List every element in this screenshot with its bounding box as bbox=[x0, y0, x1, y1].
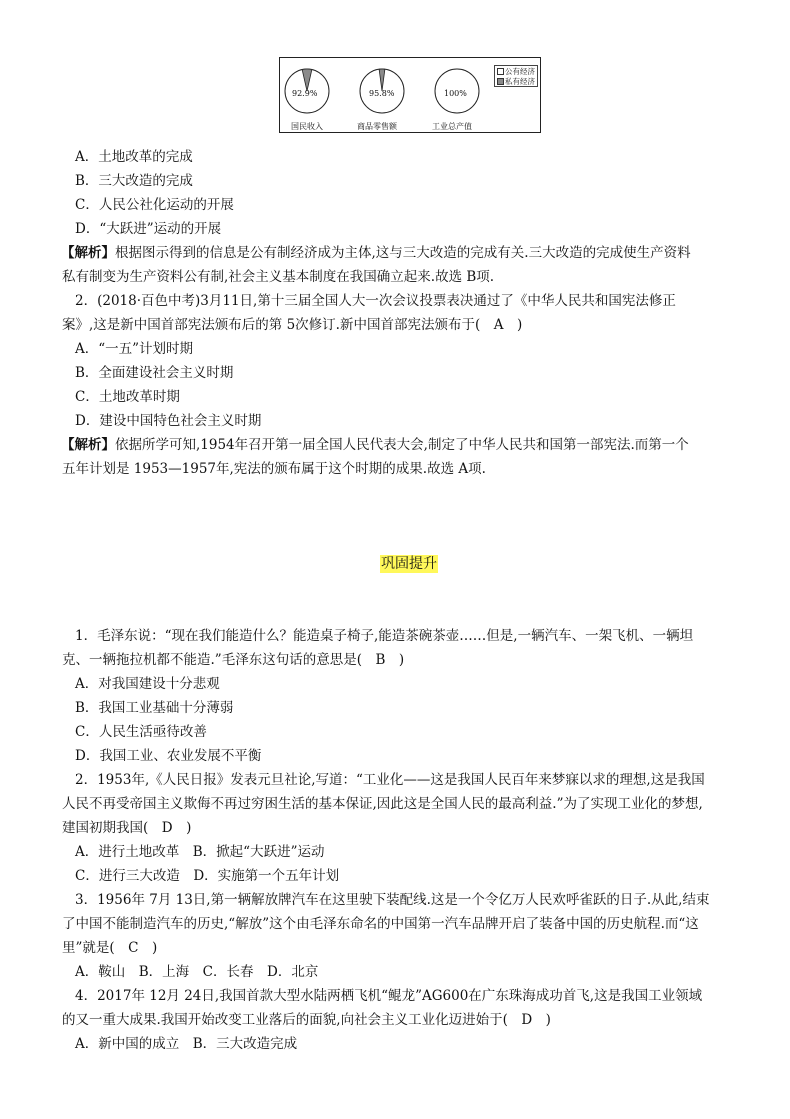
p2-stem-line-3: 建国初期我国( D ) bbox=[62, 820, 192, 836]
legend-label-private: 私有经济 bbox=[505, 76, 535, 86]
q1-option-b: B．三大改造的完成 bbox=[75, 173, 193, 189]
legend-item-public bbox=[495, 66, 537, 76]
q1-option-d: D．“大跃进”运动的开展 bbox=[75, 221, 222, 237]
p4-options-line-1: A．新中国的成立 B．三大改造完成 bbox=[75, 1036, 298, 1052]
section-heading: 巩固提升 bbox=[381, 556, 437, 572]
p3-stem-line-1: 3．1956年 7月 13日,第一辆解放牌汽车在这里驶下装配线.这是一个令亿万人民欢呼雀跃的日子.从此,结束 bbox=[75, 892, 710, 908]
pie-label-2: 商品零售额 bbox=[357, 122, 397, 131]
q1-analysis-line-2: 私有制变为生产资料公有制,社会主义基本制度在我国确立起来.故选 B项. bbox=[62, 269, 495, 285]
pie-value-3: 100% bbox=[444, 89, 467, 98]
legend-swatch-public bbox=[497, 68, 504, 75]
pie-value-1: 92.9% bbox=[292, 89, 318, 98]
legend-label-public: 公有经济 bbox=[505, 66, 535, 76]
q2-analysis-line-1 bbox=[61, 436, 689, 454]
pie-label-1: 国民收入 bbox=[291, 122, 323, 131]
p1-stem-line-1: 1．毛泽东说：“现在我们能造什么？能造桌子椅子,能造茶碗茶壶……但是,一辆汽车、一架飞机、一辆坦 bbox=[75, 628, 694, 644]
q2-analysis-line-2: 五年计划是 1953—1957年,宪法的颁布属于这个时期的成果.故选 A项. bbox=[62, 461, 486, 477]
p4-stem-line-1: 4．2017年 12月 24日,我国首款大型水陆两栖飞机“鲲龙”AG600在广东珠海成功首飞,这是我国工业领域 bbox=[75, 988, 703, 1004]
pie-label-3: 工业总产值 bbox=[432, 122, 472, 131]
p2-options-line-1: A．进行土地改革 B．掀起“大跃进”运动 bbox=[75, 844, 325, 860]
p4-stem-line-2: 的又一重大成果.我国开始改变工业落后的面貌,向社会主义工业化迈进始于( D ) bbox=[62, 1012, 551, 1028]
p2-stem-line-2: 人民不再受帝国主义欺侮不再过穷困生活的基本保证,因此这是全国人民的最高利益.”为了实现工业化的梦想, bbox=[62, 796, 703, 812]
figure-legend bbox=[494, 65, 538, 87]
p3-options-line-1: A．鞍山 B．上海 C．长春 D．北京 bbox=[75, 964, 319, 980]
q2-analysis-text-1: 依据所学可知,1954年召开第一届全国人民代表大会,制定了中华人民共和国第一部宪法.而第一个 bbox=[115, 437, 689, 453]
p1-option-a: A．对我国建设十分悲观 bbox=[75, 676, 220, 692]
p2-stem-line-1: 2．1953年,《人民日报》发表元旦社论,写道：“工业化——这是我国人民百年来梦寐以求的理想,这是我国 bbox=[75, 772, 705, 788]
economy-pie-figure bbox=[279, 57, 541, 133]
q2-stem-line-2: 案》,这是新中国首部宪法颁布后的第 5次修订.新中国首部宪法颁布于( A ) bbox=[62, 317, 523, 333]
p1-option-d: D．我国工业、农业发展不平衡 bbox=[75, 748, 262, 764]
q1-analysis-line-1 bbox=[61, 244, 691, 262]
p3-stem-line-3: 里”就是( C ) bbox=[62, 940, 158, 956]
q1-analysis-text-1: 根据图示得到的信息是公有制经济成为主体,这与三大改造的完成有关.三大改造的完成使生产资料 bbox=[115, 245, 691, 261]
q2-option-c: C．土地改革时期 bbox=[75, 389, 180, 405]
q1-analysis-tag: 【解析】 bbox=[61, 245, 115, 261]
q2-option-a: A．“一五”计划时期 bbox=[75, 341, 194, 357]
q2-stem-line-1: 2．(2018·百色中考)3月11日,第十三届全国人大一次会议投票表决通过了《中华人民共和国宪法修正 bbox=[75, 293, 676, 309]
pie-value-2: 95.8% bbox=[369, 89, 395, 98]
legend-item-private bbox=[495, 76, 537, 86]
legend-swatch-private bbox=[497, 78, 504, 85]
p1-option-b: B．我国工业基础十分薄弱 bbox=[75, 700, 234, 716]
q2-option-d: D．建设中国特色社会主义时期 bbox=[75, 413, 262, 429]
p3-stem-line-2: 了中国不能制造汽车的历史,“解放”这个由毛泽东命名的中国第一汽车品牌开启了装备中国的历史航程.而“这 bbox=[62, 916, 699, 932]
q2-analysis-tag: 【解析】 bbox=[61, 437, 115, 453]
p1-option-c: C．人民生活亟待改善 bbox=[75, 724, 207, 740]
p1-stem-line-2: 克、一辆拖拉机都不能造.”毛泽东这句话的意思是( B ) bbox=[62, 652, 405, 668]
q2-option-b: B．全面建设社会主义时期 bbox=[75, 365, 234, 381]
q1-option-c: C．人民公社化运动的开展 bbox=[75, 197, 234, 213]
q1-option-a: A．土地改革的完成 bbox=[75, 149, 193, 165]
p2-options-line-2: C．进行三大改造 D．实施第一个五年计划 bbox=[75, 868, 340, 884]
